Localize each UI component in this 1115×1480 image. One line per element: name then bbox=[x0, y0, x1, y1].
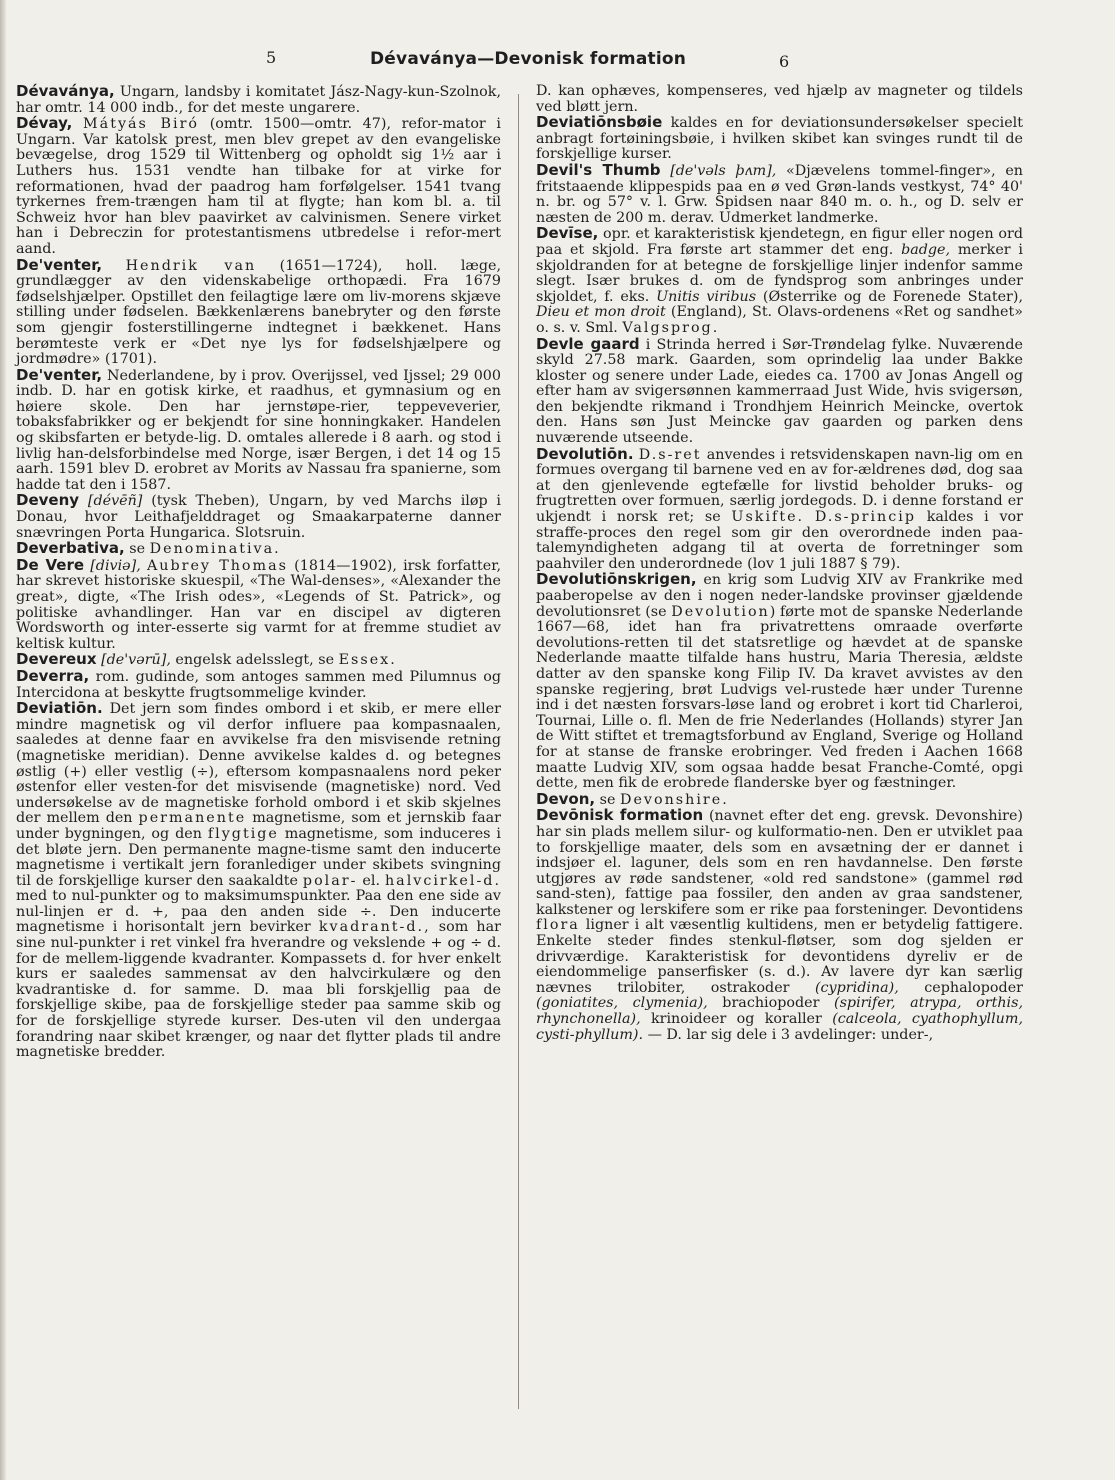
italic-term: badge, bbox=[901, 241, 951, 258]
entry-text: el. bbox=[357, 872, 385, 889]
headword: Devīse, bbox=[536, 224, 599, 243]
entry-text: ) førte mot de spanske Nederlande 1667—68, idet han fra privatrettens omraade overførte devolutions-retten til det statsretlige og hævdet at de spanske Nederlande maatte tilfalde hans hustru, Maria Theresia, ældste datter av den spanske kong Filip IV. Da kravet avvistes av den spanske regjering, brøt Ludvigs vel-rustede hær under Turenne ind i det næsten forsvars-løse land og erobret i kort tid Charleroi, Tournai, Lille o. fl. Men de frie Nederlandes (Hollands) styrer Jan de Witt stiftet et tremagtsforbund av England, Sverige og Holland for at stanse de franske erobringer. Ved freden i Aachen 1668 maatte Ludvig XIV, som ogsaa hadde besat Franche-Comté, opgi dette, men fik de erobrede flanderske byer og fæstninger. bbox=[536, 603, 1023, 792]
entry-devolutionskrigen bbox=[536, 572, 1023, 791]
headword: Deveny bbox=[16, 491, 80, 510]
entry-deviationsboie bbox=[536, 115, 1023, 163]
entry-text: magnetisme, som et jernskib faar under bygningen, og den bbox=[16, 810, 501, 842]
entry-devonisk-formation bbox=[536, 808, 1023, 1043]
entry-text: Det jern som findes ombord i et skib, er mere eller mindre magnetisk og vil derfor influere paa kompasnaalen, saaledes at denne faar en avvikelse fra den misvisende retning (magnetiske meridian). Denne avvikelse kaldes d. og betegnes østlig (+) eller vestlig (÷), eftersom kompasnaalens nord peker østenfor eller vesten-for det misvisende (magnetiske) nord. Ved undersøkelse av de magnetiske forhold ombord i et skib skjelnes der mellem den bbox=[16, 701, 501, 827]
cross-reference: Devolution bbox=[671, 603, 770, 620]
entry-text: se bbox=[595, 791, 620, 808]
entry-text: engelsk adelsslegt, se bbox=[170, 652, 339, 669]
spaced-term: D.s-ret bbox=[638, 446, 702, 463]
entry-text: med to nul-punkter og to maksimumspunkter. Paa den ene side av nul-linjen er d. +, paa den anden side ÷. Den inducerte magnetisme i horisontalt jern bevirker bbox=[16, 888, 501, 936]
headword: Deviatiōn. bbox=[16, 699, 103, 718]
person-name: Aubrey Thomas bbox=[146, 557, 288, 574]
entry-deverra bbox=[16, 666, 501, 701]
person-name: Hendrik van bbox=[125, 257, 257, 274]
headword: Dévay, bbox=[16, 114, 73, 133]
entry-text: Ungarn, landsby i komitatet Jász-Nagy-kun-Szolnok, har omtr. 14 000 indb., for det meste ungarere. bbox=[16, 84, 501, 116]
cross-reference: Denominativa. bbox=[149, 541, 281, 558]
spaced-term: kvadrant-d., bbox=[318, 919, 431, 936]
headword: Devil's Thumb bbox=[536, 160, 661, 179]
entry-text: cephalopoder bbox=[898, 979, 1023, 996]
running-title: Dévaványa—Devonisk formation bbox=[370, 49, 687, 69]
entry-text: (1814—1902), irsk forfatter, har skrevet historiske skuespil, «The Wal-denses», «Alexander the great», digte, «The Irish odes», «Legends of St. Patrick», og politiske avhandlinger. Han var en discipel av digteren Wordsworth og inter-esserte sig varmt for at fremme studiet av keltisk kultur. bbox=[16, 557, 501, 652]
spaced-term: halvcirkel-d. bbox=[384, 872, 501, 889]
entry-text: — D. lar sig dele i 3 avdelinger: under-, bbox=[643, 1026, 934, 1043]
page-header bbox=[0, 48, 1115, 78]
entry-deviation bbox=[16, 701, 501, 1061]
entry-deventer-person bbox=[16, 255, 501, 368]
entry-text: krinoideer og koraller bbox=[640, 1011, 833, 1028]
entry-text: «Djævelens tommel-finger», en fritstaaende klippespids paa en ø ved Grøn-lands vestkyst, 74° 40' n. br. og 57° v. l. Grw. Spidsen naar 840 m. o. h., og D. selv er næsten de 200 m. derav. Udmerket landmerke. bbox=[536, 162, 1023, 226]
entry-deventer-city bbox=[16, 365, 501, 494]
spaced-term: flora bbox=[536, 917, 580, 934]
italic-term: Unitis viribus bbox=[656, 288, 757, 305]
entry-text: (Østerrike og de Forenede Stater), bbox=[756, 288, 1023, 305]
cross-reference: Uskifte. bbox=[731, 509, 805, 526]
entry-devay bbox=[16, 116, 501, 257]
entry-text: (tysk Theben), Ungarn, by ved Marchs iløp i Donau, hvor Leithafjelddraget og Smaakarpaterne danner snævringen Porta Hungarica. Slotsruin. bbox=[16, 493, 501, 541]
entry-deverbativa bbox=[16, 541, 501, 558]
entry-text: D. kan ophæves, kompenseres, ved hjælp av magneter og tildels ved bløtt jern. bbox=[536, 83, 1023, 115]
italic-term: (calceola, cyathophyllum, cysti-phyllum). bbox=[536, 1011, 1023, 1043]
cross-reference: Devonshire. bbox=[619, 791, 729, 808]
left-column bbox=[16, 84, 501, 1061]
entry-text: i Strinda herred i Sør-Trøndelag fylke. Nuværende skyld 27.58 mark. Gaarden, som oprindelig laa under Bakke kloster og senere under Lade, eiedes ca. 1700 av Jonas Angell og efter ham av svigersønnen kammerraad Just Wide, hvis svigersøn, den bekjendte rikmand i Trondhjem Heinrich Meincke, overtok den. Hans søn Just Meincke gav gaarden og parken dens nuværende utseende. bbox=[536, 336, 1023, 447]
headword: Devle gaard bbox=[536, 334, 640, 353]
entry-deveny bbox=[16, 493, 501, 541]
entry-text: rom. gudinde, som antoges sammen med Pilumnus og Intercidona at beskytte frugtsommelige kvinder. bbox=[16, 668, 501, 701]
pronunciation: [de'vəls þʌm], bbox=[670, 162, 777, 179]
entry-text: magnetisme, som induceres i det bløte jern. Den permanente magne-tisme samt den inducerte magnetisme i vertikalt jern foranlediger under skibets svingning til de forskjellige kurser den saakaldte bbox=[16, 825, 501, 889]
headword: Deverra, bbox=[16, 666, 90, 685]
italic-term: (goniatites, clymenia), bbox=[536, 995, 708, 1012]
headword: Dévaványa, bbox=[16, 82, 115, 100]
headword: De'venter, bbox=[16, 255, 103, 274]
pronunciation: [dévēñ] bbox=[87, 493, 143, 510]
entry-text: opr. et karakteristisk kjendetegn, en figur eller nogen ord paa et skjold. Fra første art stammer det eng. bbox=[536, 226, 1023, 258]
entry-text: kaldes i vor straffe-proces den regel som gir den overordnede inden paa-talemyndigheten adgang til at overta de forretninger som paahviler den underordnede (lov 1 juli 1887 § 79). bbox=[536, 509, 1023, 572]
column-divider bbox=[518, 94, 519, 1409]
page-number-right: 6 bbox=[779, 52, 790, 71]
pronunciation: [diviə], bbox=[90, 557, 141, 574]
entry-text: Nederlandene, by i prov. Overijssel, ved Ijssel; 29 000 indb. D. har en gotisk kirke, et raadhus, et gymnasium og en høiere skole. Den har jernstøpe-rier, teppeveverier, tobaksfabrikker og er bekjendt for sine honningkaker. Handelen og skibsfarten er betyde-lig. D. omtales allerede i 8 aarh. og stod i livlig han-delsforbindelse med Norge, især Bergen, i det 14 og 15 aarh. 1591 blev D. erobret av Morits av Nassau fra spanierne, som hadde tat den i 1587. bbox=[16, 367, 501, 493]
headword: Devon, bbox=[536, 789, 596, 808]
entry-de-vere bbox=[16, 555, 501, 653]
entry-devise bbox=[536, 226, 1023, 336]
entry-text: (navnet efter det eng. grevsk. Devonshire) har sin plads mellem silur- og kulformatio-nen. Den er utviklet paa to forskjellige maater, dels som en avsætning der er dannet i indsjøer el. laguner, dels som en ren havdannelse. Den første utgjøres av røde sandstener, «old red sandstone» (gammel rød sand-sten), fattige paa fossiler, den anden av graa sandstener, kalkstener og lerskifere som er rike paa forsteninger. Devontidens bbox=[536, 808, 1023, 918]
spaced-term: polar- bbox=[302, 872, 358, 889]
cross-reference: Essex. bbox=[338, 652, 397, 669]
headword: Devereux bbox=[16, 650, 97, 669]
entry-text: som har sine nul-punkter i ret vinkel fra hverandre og vekslende + og ÷ d. for de mellem-liggende kvadranter. Kompassets d. for hver enkelt kurs er saaledes sammensat av den halvcirkulære og den kvadrantiske d. for samme. D. maa bli forskjellig paa de forskjellige skibe, paa de forskjellige steder paa samme skib og for de forskjellige styrede kurser. Des-uten vil den undergaa forandring naar skibet krænger, og naar det flytter plads til andre magnetiske bredder. bbox=[16, 919, 501, 1061]
entry-devolution bbox=[536, 444, 1024, 573]
entry-devils-thumb bbox=[536, 160, 1023, 226]
italic-term: (cypridina), bbox=[814, 979, 899, 996]
pronunciation: [de'vərū], bbox=[101, 652, 171, 669]
entry-deviation-continued bbox=[536, 84, 1023, 115]
entry-text: anvendes i retsvidenskapen navn-lig om en formues overgang til barnene ved en av for-ældrenes død, dog saa at den gjenlevende egtefælle for livstid beholder bruks- og frugtretten over formuen, særlig jordegods. D. i denne forstand er ukjendt i norsk ret; se bbox=[536, 446, 1024, 526]
headword: Devolutiōn. bbox=[536, 444, 634, 463]
italic-term: Dieu et mon droit bbox=[536, 304, 666, 321]
page-edge bbox=[0, 0, 6, 1480]
entry-text: brachiopoder bbox=[707, 995, 834, 1012]
headword: Deverbativa, bbox=[16, 539, 125, 558]
headword: Deviatiōnsbøie bbox=[536, 113, 663, 132]
headword: De'venter, bbox=[16, 365, 103, 384]
spaced-term: D.s-princip bbox=[814, 509, 916, 526]
entry-devavanya bbox=[16, 84, 501, 116]
entry-text: ligner i alt væsentlig kultidens, men er betydelig fattigere. Enkelte steder findes stenkul-fløtser, som dog sjelden er drivværdige. Karakteristisk for devontidens dyreliv er de eiendommelige panserfisker (s. d.). Av lavere dyr kan særlig nævnes trilobiter, ostrakoder bbox=[536, 917, 1023, 996]
headword: De Vere bbox=[16, 555, 85, 574]
entry-text: kaldes en for deviationsundersøkelser specielt anbragt fortøiningsbøie, i hvilken skibet kan svinges rundt til de forskjellige kurser. bbox=[536, 115, 1023, 163]
right-column bbox=[536, 84, 1023, 1043]
italic-term: (spirifer, atrypa, orthis, rhynchonella), bbox=[536, 995, 1024, 1028]
spaced-term: permanente bbox=[138, 810, 247, 827]
headword: Devōnisk formation bbox=[536, 806, 704, 825]
person-name: Mátyás Biró bbox=[83, 116, 200, 133]
cross-reference: Valgsprog. bbox=[622, 319, 720, 336]
entry-text: se bbox=[124, 541, 150, 558]
spaced-term: flygtige bbox=[207, 825, 279, 842]
page-number-left: 5 bbox=[266, 48, 277, 67]
entry-text: merker i skjoldranden for at betegne de forskjellige linjer indenfor samme slegt. Især brukes d. om de fyndsprog som anbringes under skjoldet, f. eks. bbox=[536, 241, 1023, 305]
entry-devle-gaard bbox=[536, 334, 1023, 447]
entry-text: (1651—1724), holl. læge, grundlægger av den videnskabelige orthopædi. Fra 1679 fødselshjælper. Opstillet den feilagtige lære om liv-morens skjæve stilling under fødselen. Bækkenlærens banebryter og den første som gjengir fosterstillingerne indtegnet i bækkenet. Hans berømteste verk er «Det nye lys for fødselshjælpere og jordmødre» (1701). bbox=[16, 257, 501, 368]
entry-text: (England), St. Olavs-ordenens «Ret og sandhet» o. s. v. Sml. bbox=[536, 304, 1023, 336]
entry-text: en krig som Ludvig XIV av Frankrike med paaberopelse av den i nogen neder-landske provinser gjældende devolutionsret (se bbox=[536, 572, 1023, 620]
headword: Devolutiōnskrigen, bbox=[536, 570, 697, 589]
entry-text: (omtr. 1500—omtr. 47), refor-mator i Ungarn. Var katolsk prest, men blev grepet av den evangeliske bevægelse, drog 1529 til Wittenberg og opholdt sig 1½ aar i Luthers hus. 1531 vendte han tilbake for at virke for reformationen, hvad der paadrog ham forfølgelser. 1541 tvang tyrkernes frem-trængen ham til at flygte; han kom bl. a. til Schweiz hvor han blev paavirket av calvinismen. Senere virket han i Debreczin for protestantismens utbredelse i refor-mert aand. bbox=[16, 116, 501, 257]
